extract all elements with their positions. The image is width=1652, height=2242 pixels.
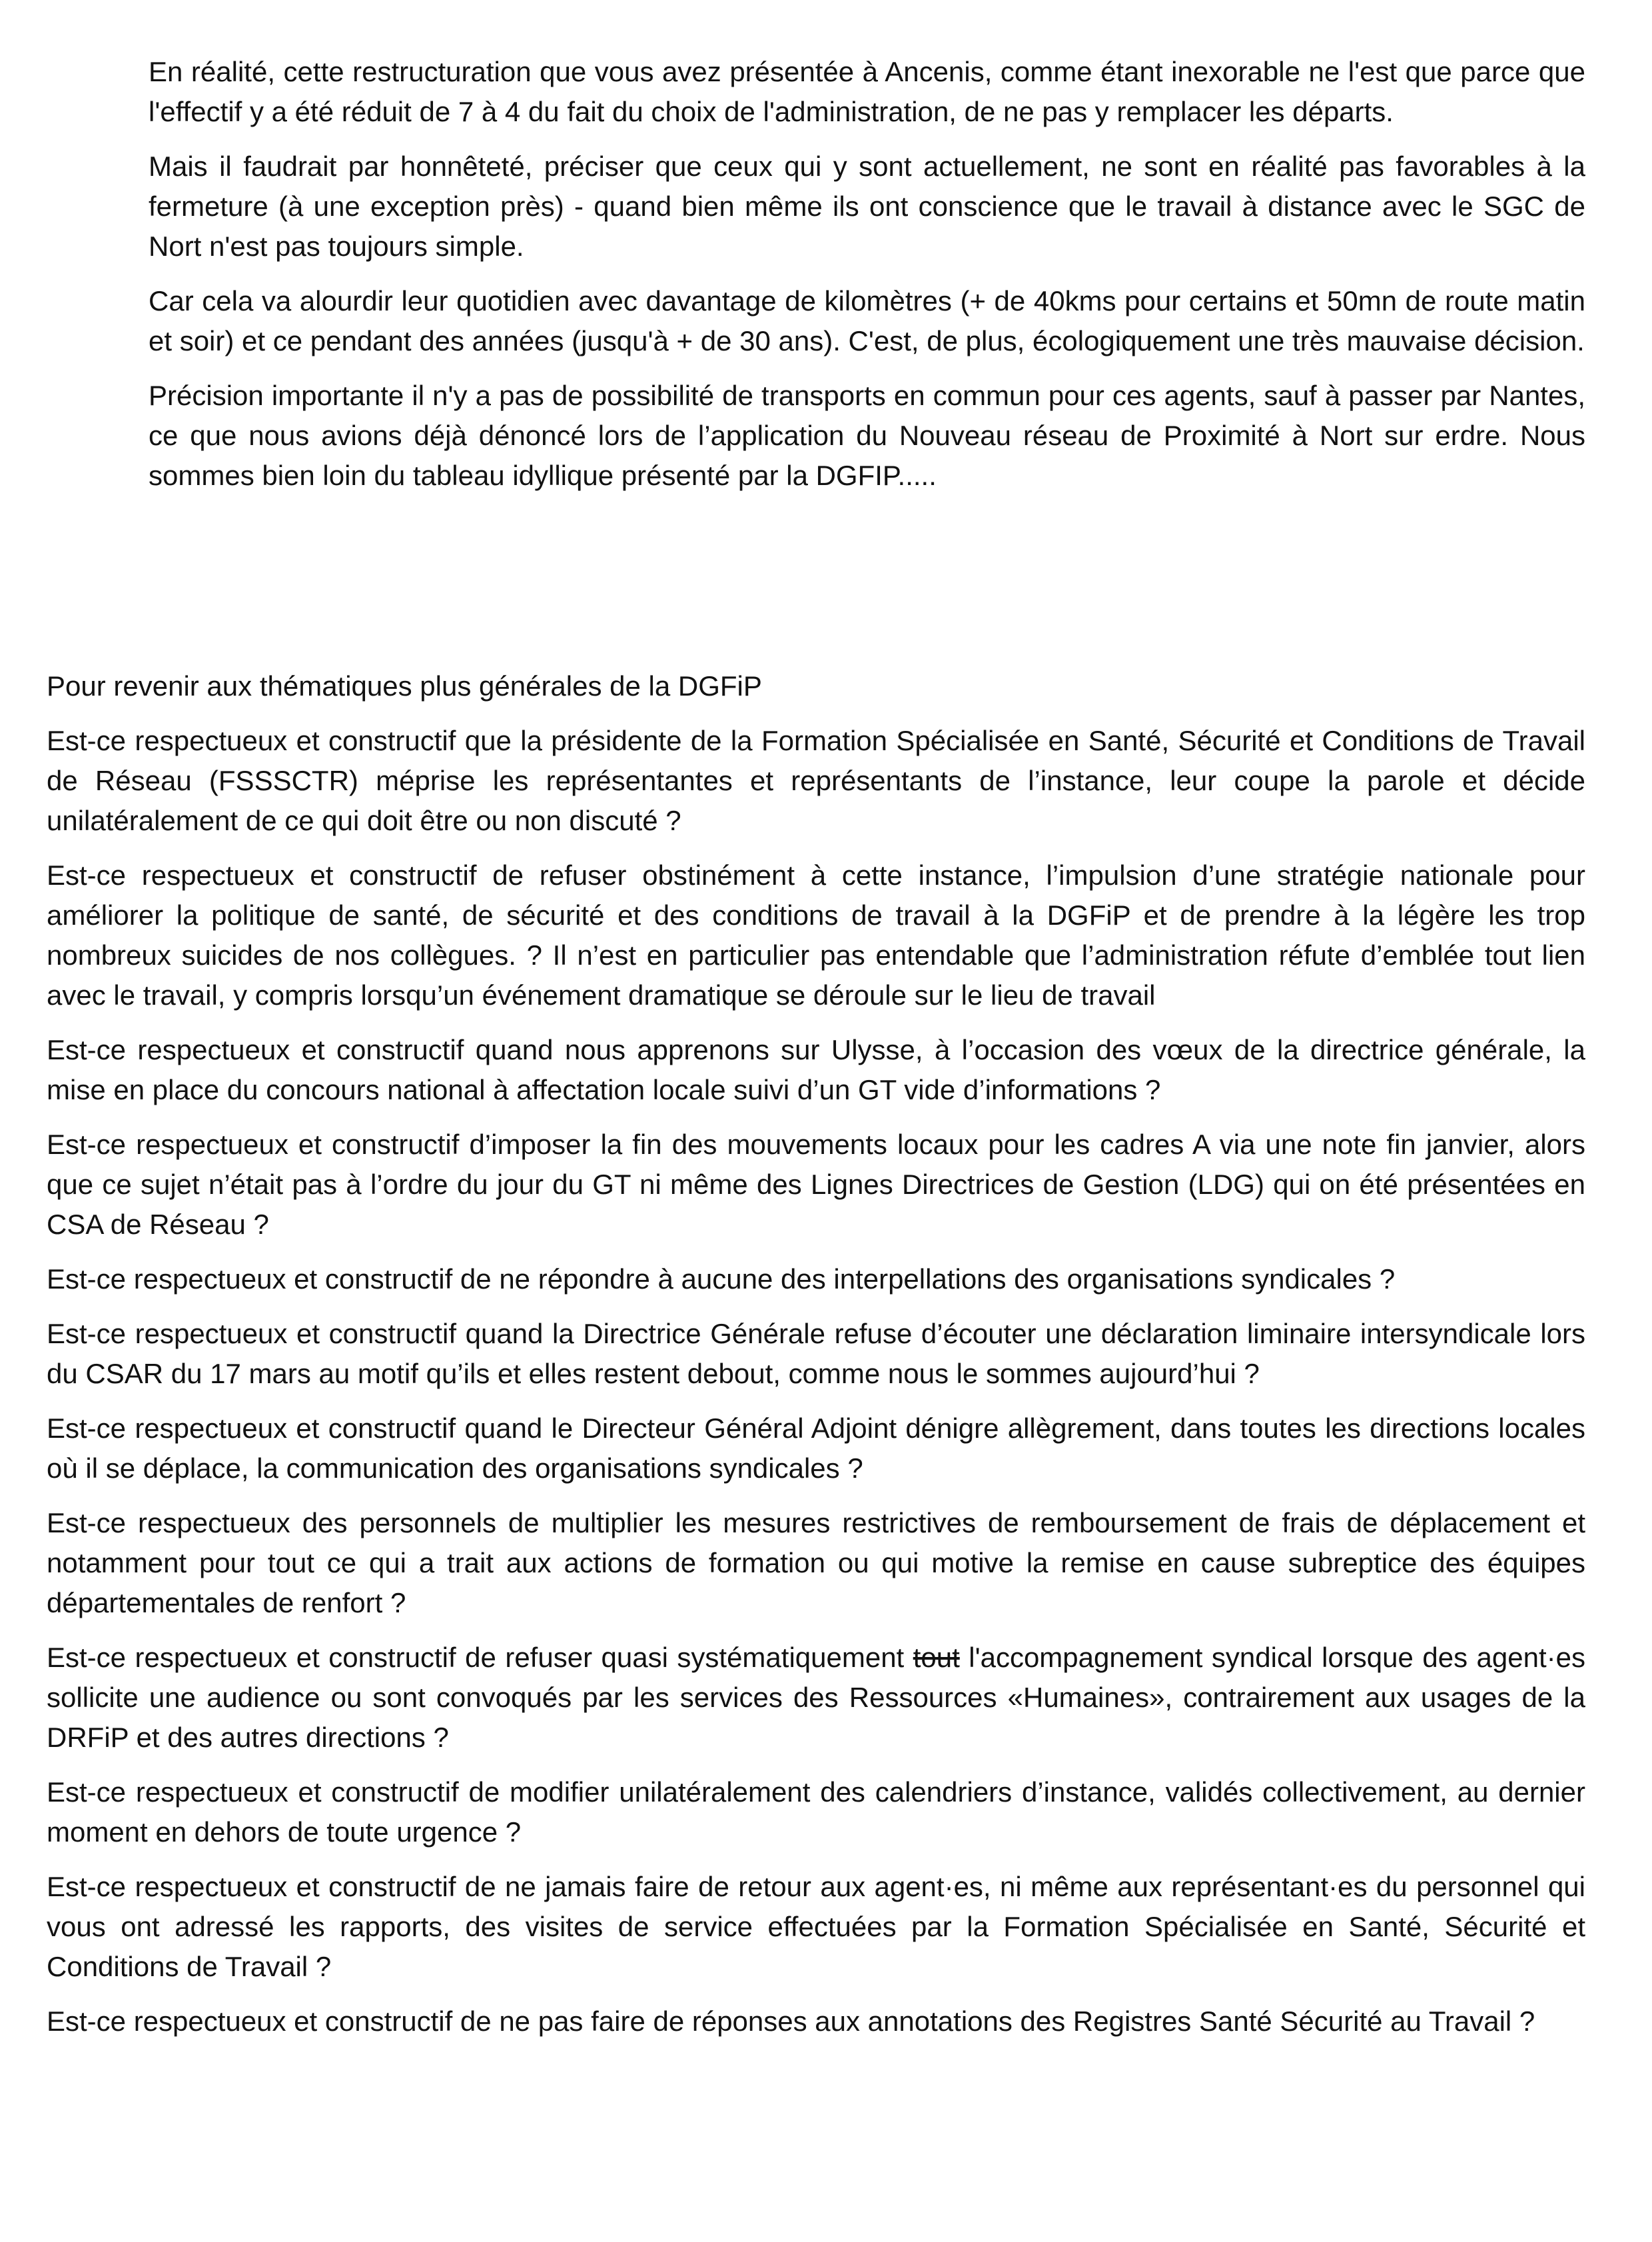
indented-section <box>149 52 1585 510</box>
paragraph-ancenis-restructuring: En réalité, cette restructuration que vous avez présentée à Ancenis, comme étant inexorable ne l'est que parce que l'effectif y a été réduit de 7 à 4 du fait du choix de l'administration, de ne pas y remplacer les départs. <box>149 56 1585 127</box>
strike-paragraph-before: Est-ce respectueux et constructif de refuser quasi systématiquement <box>47 1642 913 1673</box>
section-intro: Pour revenir aux thématiques plus générales de la DGFiP <box>47 670 762 702</box>
question-paragraph: Est-ce respectueux et constructif d’imposer la fin des mouvements locaux pour les cadres A via une note fin janvier, alors que ce sujet n’était pas à l’ordre du jour du GT ni même des Lignes Directrices de Gestion (LDG) qui on été présentées en CSA de Réseau ? <box>47 1129 1585 1240</box>
question-paragraph: Est-ce respectueux et constructif de ne pas faire de réponses aux annotations des Registres Santé Sécurité au Travail ? <box>47 2005 1535 2037</box>
paragraph-commute-burden: Car cela va alourdir leur quotidien avec davantage de kilomètres (+ de 40kms pour certains et 50mn de route matin et soir) et ce pendant des années (jusqu'à + de 30 ans). C'est, de plus, écologiquement une très mauvaise décision. <box>149 285 1585 356</box>
main-section <box>47 666 1585 2056</box>
question-paragraph: Est-ce respectueux des personnels de multiplier les mesures restrictives de remboursement de frais de déplacement et notamment pour tout ce qui a trait aux actions de formation ou qui motive la remise en cause subreptice des équipes départementales de renfort ? <box>47 1507 1585 1618</box>
question-paragraph: Est-ce respectueux et constructif quand la Directrice Générale refuse d’écouter une déclaration liminaire intersyndicale lors du CSAR du 17 mars au motif qu’ils et elles restent debout, comme nous le sommes aujourd’hui ? <box>47 1318 1585 1389</box>
question-paragraph: Est-ce respectueux et constructif de modifier unilatéralement des calendriers d’instance, validés collectivement, au dernier moment en dehors de toute urgence ? <box>47 1776 1585 1848</box>
strike-paragraph-after: l'accompagnement syndical lorsque des agent·es sollicite une audience ou sont convoqués par les services des Ressources «Humaines», contrairement aux usages de la DRFiP et des autres directions ? <box>47 1642 1585 1753</box>
question-paragraph-with-strikethrough <box>47 1638 1585 1758</box>
question-paragraph: Est-ce respectueux et constructif de ne jamais faire de retour aux agent·es, ni même aux représentant·es du personnel qui vous ont adressé les rapports, des visites de service effectuées par la Formation Spécialisée en Santé, Sécurité et Conditions de Travail ? <box>47 1871 1585 1982</box>
struck-word: tout <box>913 1642 960 1673</box>
question-paragraph: Est-ce respectueux et constructif quand nous apprenons sur Ulysse, à l’occasion des vœux de la directrice générale, la mise en place du concours national à affectation locale suivi d’un GT vide d’informations ? <box>47 1034 1585 1105</box>
paragraph-agents-not-favorable: Mais il faudrait par honnêteté, préciser que ceux qui y sont actuellement, ne sont en réalité pas favorables à la fermeture (à une exception près) - quand bien même ils ont conscience que le travail à distance avec le SGC de Nort n'est pas toujours simple. <box>149 151 1585 262</box>
question-paragraph: Est-ce respectueux et constructif de refuser obstinément à cette instance, l’impulsion d’une stratégie nationale pour améliorer la politique de santé, de sécurité et des conditions de travail à la DGFiP et de prendre à la légère les trop nombreux suicides de nos collègues. ? Il n’est en particulier pas entendable que l’administration réfute d’emblée tout lien avec le travail, y compris lorsqu’un événement dramatique se déroule sur le lieu de travail <box>47 859 1585 1011</box>
question-paragraph: Est-ce respectueux et constructif que la présidente de la Formation Spécialisée en Santé, Sécurité et Conditions de Travail de Réseau (FSSSCTR) méprise les représentantes et représentants de l’instance, leur coupe la parole et décide unilatéralement de ce qui doit être ou non discuté ? <box>47 725 1585 836</box>
paragraph-public-transport: Précision importante il n'y a pas de possibilité de transports en commun pour ces agents, sauf à passer par Nantes, ce que nous avions déjà dénoncé lors de l’application du Nouveau réseau de Proximité à Nort sur erdre. Nous sommes bien loin du tableau idyllique présenté par la DGFIP..... <box>149 380 1585 491</box>
question-paragraph: Est-ce respectueux et constructif quand le Directeur Général Adjoint dénigre allègrement, dans toutes les directions locales où il se déplace, la communication des organisations syndicales ? <box>47 1412 1585 1484</box>
question-paragraph: Est-ce respectueux et constructif de ne répondre à aucune des interpellations des organisations syndicales ? <box>47 1263 1396 1295</box>
